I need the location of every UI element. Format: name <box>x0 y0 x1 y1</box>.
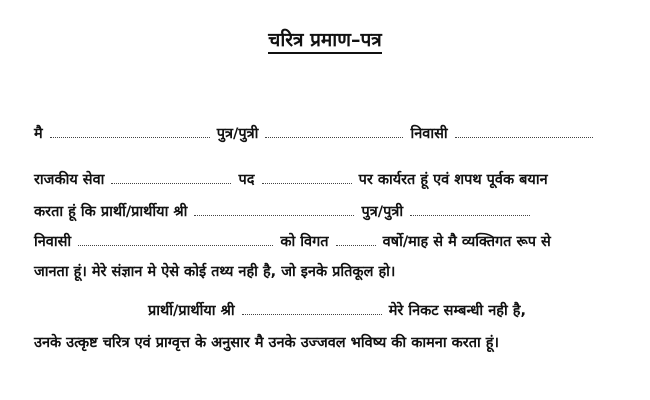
line-3-text-b: पुत्र/पुत्री <box>361 204 404 220</box>
line-3 <box>34 203 532 221</box>
line-1-text-b: पुत्र/पुत्री <box>216 126 259 142</box>
blank-duration[interactable] <box>336 234 376 246</box>
blank-parent-name[interactable] <box>265 126 403 138</box>
line-5 <box>34 263 395 281</box>
line-2-text-c: पर कार्यरत हूं एवं शपथ पूर्वक बयान <box>358 172 548 188</box>
title-text: चरित्र प्रमाण–पत्र <box>268 29 381 54</box>
blank-applicant-residence[interactable] <box>78 234 273 246</box>
blank-applicant-name-2[interactable] <box>242 303 382 315</box>
blank-applicant-parent[interactable] <box>410 204 530 216</box>
blank-post[interactable] <box>262 172 352 184</box>
blank-residence[interactable] <box>455 126 593 138</box>
line-7-text: उनके उत्कृष्ट चरित्र एवं प्राग्वृत्त के अनुसार मै उनके उज्जवल भविष्य की कामना करता हूं। <box>34 335 499 351</box>
line-1-text-c: निवासी <box>410 126 448 142</box>
line-3-text-a: करता हूं कि प्रार्थी/प्रार्थीया श्री <box>34 204 188 220</box>
line-4-text-c: वर्षो/माह से मै व्यक्तिगत रूप से <box>382 234 551 250</box>
line-2-text-a: राजकीय सेवा <box>34 172 105 188</box>
line-5-text: जानता हूं। मेरे संज्ञान मे ऐसे कोई तथ्य नही है, जो इनके प्रतिकूल हो। <box>34 264 396 280</box>
line-6 <box>148 302 526 320</box>
blank-service[interactable] <box>111 172 231 184</box>
line-1-text-a: मै <box>34 126 43 142</box>
line-1 <box>34 125 595 143</box>
line-2-text-b: पद <box>238 172 255 188</box>
blank-name[interactable] <box>50 126 210 138</box>
blank-applicant-name[interactable] <box>194 204 354 216</box>
line-6-text-b: मेरे निकट सम्बन्धी नही है, <box>388 303 526 319</box>
line-4-text-a: निवासी <box>34 234 72 250</box>
line-4 <box>34 233 551 251</box>
line-6-text-a: प्रार्थी/प्रार्थीया श्री <box>148 303 235 319</box>
line-4-text-b: को विगत <box>280 234 329 250</box>
line-2 <box>34 171 548 189</box>
line-7 <box>34 334 499 352</box>
document-title <box>0 26 650 52</box>
